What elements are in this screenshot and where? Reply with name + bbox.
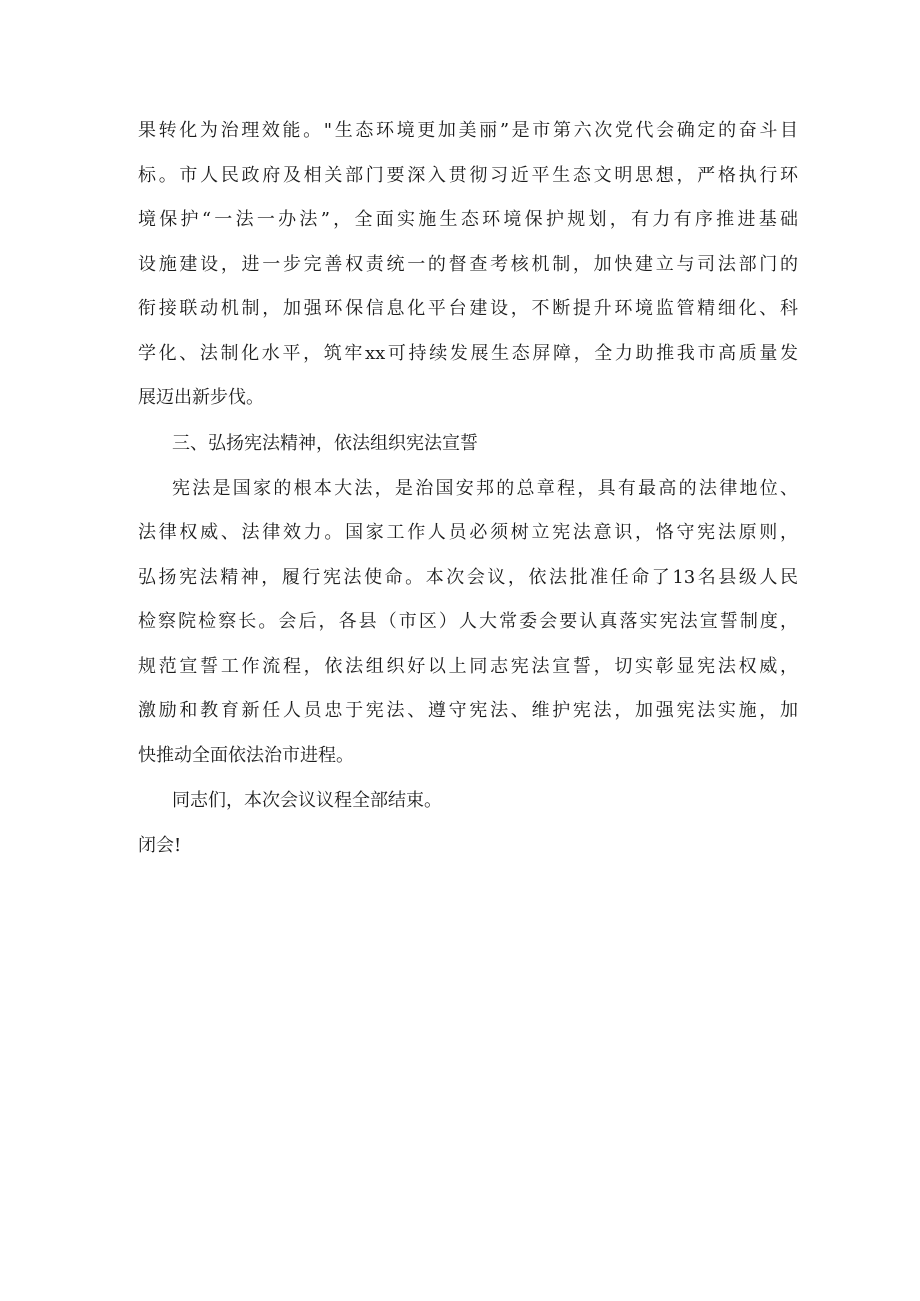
paragraph-2-line-1: 宪法是国家的根本大法，是治国安邦的总章程，具有最高的法律地位、 (172, 478, 798, 499)
closing-remark: 同志们，本次会议议程全部结束。 (172, 790, 442, 811)
paragraph-1-line-4: 设施建设，进一步完善权责统一的督查考核机制，加快建立与司法部门的 (138, 254, 798, 275)
paragraph-1-line-5: 衔接联动机制，加强环保信息化平台建设，不断提升环境监管精细化、科 (138, 298, 798, 319)
paragraph-2-line-5: 规范宣誓工作流程，依法组织好以上同志宪法宣誓，切实彰显宪法权威， (138, 656, 798, 677)
paragraph-1-line-1: 果转化为治理效能。"生态环境更加美丽”是市第六次党代会确定的奋斗目 (138, 120, 798, 141)
paragraph-1-line-7: 展迈出新步伐。 (138, 387, 264, 408)
paragraph-2-line-2: 法律权威、法律效力。国家工作人员必须树立宪法意识，恪守宪法原则， (138, 522, 798, 543)
paragraph-2-line-3: 弘扬宪法精神，履行宪法使命。本次会议，依法批准任命了13名县级人民 (138, 567, 798, 588)
section-heading: 三、弘扬宪法精神，依法组织宪法宣誓 (172, 433, 478, 454)
adjourn-text: 闭会! (138, 835, 182, 856)
paragraph-2-line-6: 激励和教育新任人员忠于宪法、遵守宪法、维护宪法，加强宪法实施，加 (138, 700, 798, 721)
paragraph-2-line-4: 检察院检察长。会后，各县（市区）人大常委会要认真落实宪法宣誓制度， (138, 611, 798, 632)
paragraph-2-line-7: 快推动全面依法治市进程。 (138, 745, 354, 766)
paragraph-1-line-2: 标。市人民政府及相关部门要深入贯彻习近平生态文明思想，严格执行环 (138, 165, 798, 186)
paragraph-1-line-3: 境保护“一法一办法”，全面实施生态环境保护规划，有力有序推进基础 (138, 209, 798, 230)
paragraph-1-line-6: 学化、法制化水平，筑牢xx可持续发展生态屏障，全力助推我市高质量发 (138, 343, 798, 364)
